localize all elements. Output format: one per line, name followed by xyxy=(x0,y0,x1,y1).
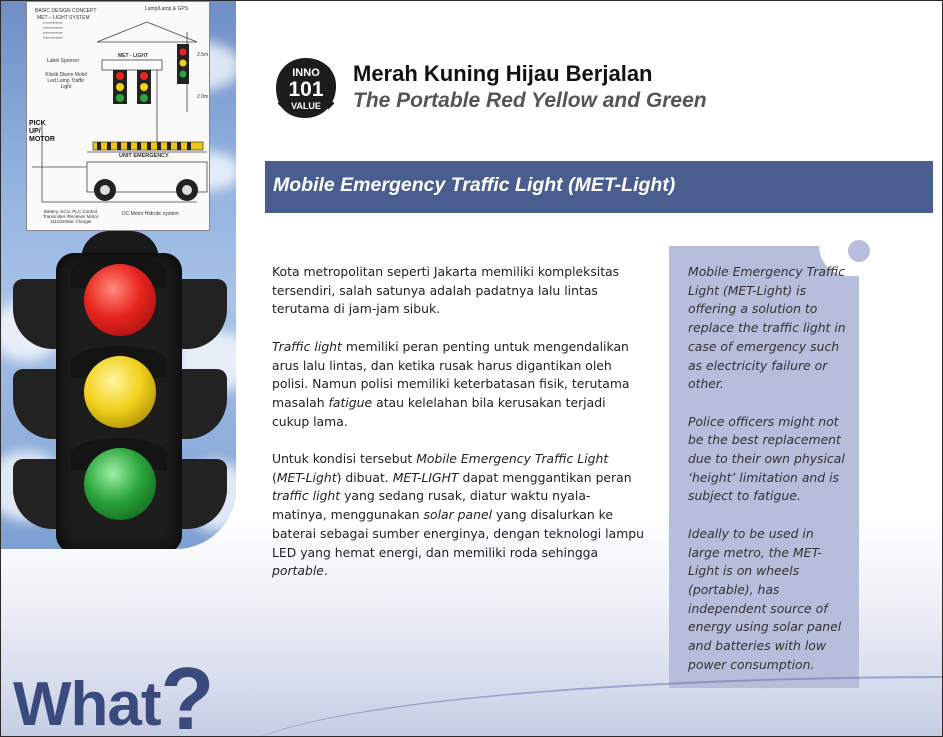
sketch-dimension: 2.0m xyxy=(197,94,209,100)
paragraph: Police officers might not be the best replacement due to their own physical ‘height’ limitation and is subject to fatigue. xyxy=(688,413,845,504)
paragraph xyxy=(272,450,644,581)
text: Mobile Emergency Traffic Light xyxy=(416,451,609,466)
page-subtitle: The Portable Red Yellow and Green xyxy=(353,89,707,112)
design-sketch xyxy=(26,1,210,231)
sketch-battery-label: Battery, ECU, PLC Control, Transmitter /Receiver Motor, 11103209ac Charger xyxy=(42,209,100,224)
text: Kota metropolitan seperti Jakarta memiliki kompleksitas tersendiri, salah satunya adalah padatnya lalu lintas terutama di jam-jam sibuk. xyxy=(272,264,620,317)
decorative-dot xyxy=(845,237,873,265)
sketch-note: ▪▪▪▪▪▪▪▪▪▪▪▪▪▪ ▪▪▪▪▪▪▪▪▪▪▪▪▪▪ ▪▪▪▪▪▪▪▪▪▪▪▪▪▪ ▪▪▪▪▪▪▪▪▪▪▪▪▪▪ xyxy=(43,20,63,40)
text: MET-Light xyxy=(276,469,337,485)
text: atau kelelahan bila kerusakan terjadi cukup lama. xyxy=(272,394,606,429)
traffic-light-illustration xyxy=(1,1,236,549)
text: dapat menggantikan peran xyxy=(458,469,632,485)
logo-line3: VALUE xyxy=(291,101,321,111)
what-heading xyxy=(13,644,214,737)
sketch-label-sponsor: Label Sponsor xyxy=(47,58,80,64)
sketch-subtitle: MET – LIGHT SYSTEM xyxy=(37,15,90,21)
text: Untuk kondisi tersebut xyxy=(272,451,417,466)
paragraph: Mobile Emergency Traffic Light (MET-Light) is offering a solution to replace the traffic light in case of emergency such as electricity failure or other. xyxy=(688,264,846,392)
sketch-unit-label: UNIT EMERGENCY xyxy=(119,153,169,159)
text: MET-LIGHT xyxy=(392,469,459,485)
text: Traffic light xyxy=(272,338,342,354)
text: yang disalurkan ke baterai sebagai sumber energinya, dengan teknologi lampu LED yang hemat energi, dan memiliki roda sehingga xyxy=(272,507,644,560)
green-lamp xyxy=(84,448,156,520)
text: . xyxy=(323,563,328,579)
sketch-label: Lamp/Lamp & GPS xyxy=(145,6,189,12)
sketch-met-label: MET - LIGHT xyxy=(118,53,148,59)
what-word: What xyxy=(13,670,161,737)
paragraph xyxy=(272,338,644,432)
logo-line2: 101 xyxy=(288,78,324,101)
section-title: Mobile Emergency Traffic Light (MET-Light) xyxy=(273,174,676,196)
sidebar-text-en xyxy=(688,263,848,693)
sketch-motor-label: DC Motor Hidrolic system xyxy=(122,211,179,217)
sketch-title: BASIC DESIGN CONCEPT xyxy=(35,8,97,14)
text: portable xyxy=(272,563,324,579)
decorative-swoosh xyxy=(236,676,943,737)
paragraph xyxy=(272,263,644,319)
text: solar panel xyxy=(423,507,493,523)
page-title: Merah Kuning Hijau Berjalan xyxy=(353,61,653,86)
paragraph: Ideally to be used in large metro, the MET-Light is on wheels (portable), has independent source of energy using solar panel and batteries with low power consumption. xyxy=(688,525,842,672)
yellow-lamp xyxy=(84,356,156,428)
body-text-ms xyxy=(272,263,644,600)
inno-value-logo xyxy=(273,56,339,120)
sketch-dimension: 2.5m xyxy=(197,52,209,58)
text: ) dibuat. xyxy=(336,469,393,485)
red-lamp xyxy=(84,264,156,336)
side-visor xyxy=(177,369,227,439)
section-banner xyxy=(265,161,933,213)
logo-line1: INNO xyxy=(292,67,320,79)
text: memiliki peran penting untuk mengendalikan arus lalu lintas, dan ketika rusak harus digantikan oleh polisi. Namun polisi memiliki keterbatasan fisik, terutama masalah xyxy=(272,338,630,410)
question-mark: ? xyxy=(160,649,215,737)
text: fatigue xyxy=(328,394,373,410)
sketch-lamp-label: Klisiik Diwon Mobil Led Lamp Traffic Light xyxy=(45,72,87,90)
sketch-pickup-label: PICK UP/ MOTOR xyxy=(29,120,55,143)
text: yang sedang rusak, diatur waktu nyala-matinya, menggunakan xyxy=(272,488,591,523)
text: ( xyxy=(272,469,277,485)
text: traffic light xyxy=(272,488,341,504)
